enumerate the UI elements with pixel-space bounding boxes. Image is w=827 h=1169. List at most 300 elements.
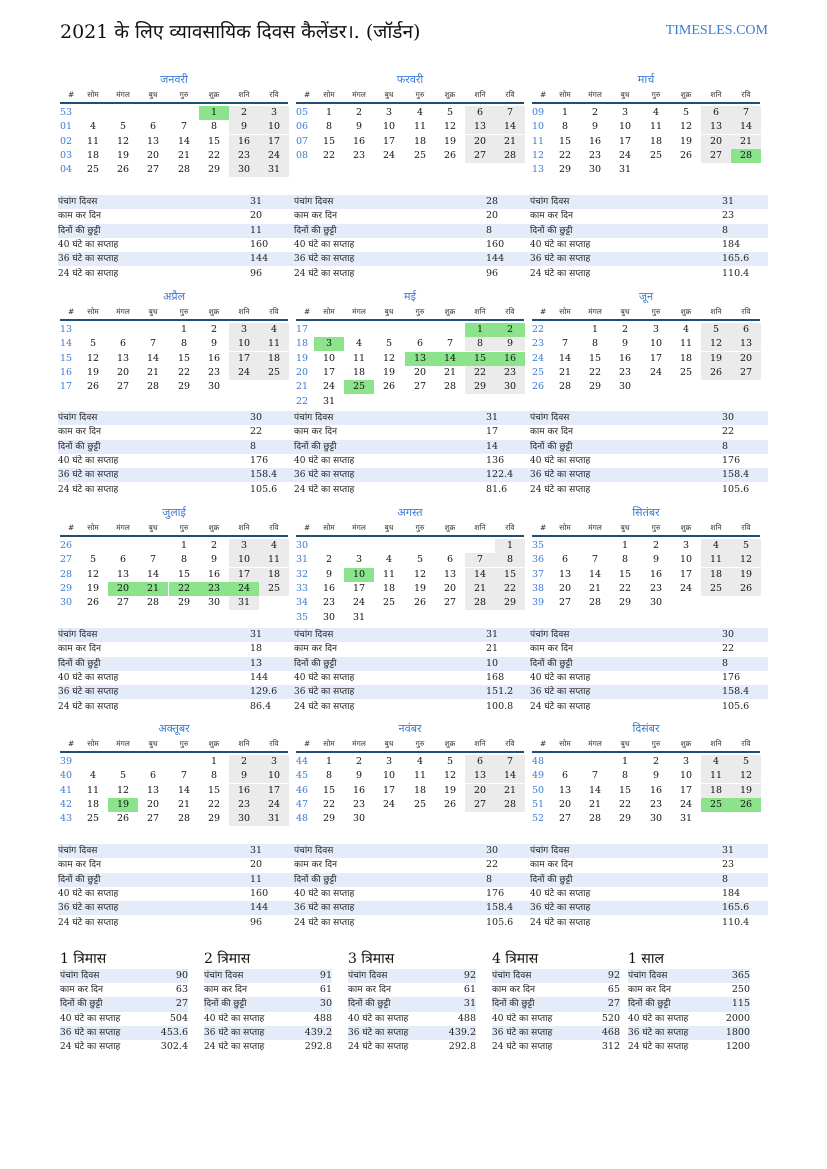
day-cell[interactable]: 23 [649, 582, 663, 594]
weekend-day[interactable]: 30 [495, 380, 525, 394]
day-cell[interactable]: 5 [119, 770, 127, 782]
day-cell[interactable]: 5 [446, 107, 454, 118]
day-cell[interactable]: 17 [679, 784, 693, 796]
weekend-day[interactable]: 16 [229, 135, 259, 149]
weekend-day[interactable]: 10 [259, 769, 289, 783]
day-cell[interactable]: 2 [621, 324, 629, 335]
day-cell[interactable]: 2 [652, 756, 660, 767]
day-cell[interactable]: 8 [180, 554, 188, 566]
day-cell[interactable]: 15 [618, 568, 632, 580]
day-cell[interactable]: 16 [207, 568, 221, 580]
day-cell[interactable]: 7 [180, 121, 188, 133]
day-cell[interactable]: 27 [146, 813, 160, 825]
day-cell[interactable]: 29 [588, 381, 602, 393]
day-cell[interactable]: 12 [413, 568, 427, 580]
day-cell[interactable]: 21 [443, 366, 457, 378]
day-cell[interactable]: 29 [558, 164, 572, 176]
weekend-day[interactable]: 5 [701, 323, 731, 337]
day-cell[interactable]: 8 [325, 121, 333, 133]
day-cell[interactable]: 20 [443, 582, 457, 594]
day-cell[interactable]: 18 [86, 149, 100, 161]
day-cell[interactable]: 7 [591, 770, 599, 782]
weekend-day[interactable]: 7 [495, 755, 525, 769]
day-cell[interactable]: 12 [86, 352, 100, 364]
day-cell[interactable]: 17 [352, 582, 366, 594]
day-cell[interactable]: 12 [116, 784, 130, 796]
day-cell[interactable]: 13 [443, 568, 457, 580]
day-cell[interactable]: 14 [177, 135, 191, 147]
day-cell[interactable]: 19 [443, 135, 457, 147]
weekend-day[interactable]: 25 [259, 582, 289, 596]
day-cell[interactable]: 13 [558, 784, 572, 796]
day-cell[interactable]: 31 [679, 813, 693, 825]
weekend-day[interactable]: 13 [465, 120, 495, 134]
weekend-day[interactable]: 3 [229, 539, 259, 553]
day-cell[interactable]: 18 [679, 352, 693, 364]
weekend-day[interactable]: 27 [701, 149, 731, 163]
holiday-day[interactable]: 15 [465, 352, 495, 366]
weekend-day[interactable]: 4 [701, 755, 731, 769]
day-cell[interactable]: 4 [89, 770, 97, 782]
day-cell[interactable]: 2 [355, 107, 363, 118]
day-cell[interactable]: 17 [322, 366, 336, 378]
weekend-day[interactable]: 4 [701, 539, 731, 553]
day-cell[interactable]: 3 [682, 540, 690, 551]
weekend-day[interactable]: 11 [259, 337, 289, 351]
day-cell[interactable]: 27 [146, 164, 160, 176]
day-cell[interactable]: 28 [146, 381, 160, 393]
holiday-day[interactable]: 25 [344, 380, 374, 394]
day-cell[interactable]: 29 [618, 597, 632, 609]
day-cell[interactable]: 8 [591, 338, 599, 350]
day-cell[interactable]: 16 [618, 352, 632, 364]
weekend-day[interactable]: 24 [259, 149, 289, 163]
day-cell[interactable]: 14 [177, 784, 191, 796]
day-cell[interactable]: 11 [382, 568, 396, 580]
weekend-day[interactable]: 19 [731, 568, 761, 582]
day-cell[interactable]: 26 [443, 798, 457, 810]
day-cell[interactable]: 23 [618, 366, 632, 378]
holiday-day[interactable]: 21 [138, 582, 168, 596]
day-cell[interactable]: 26 [116, 813, 130, 825]
day-cell[interactable]: 2 [591, 107, 599, 118]
day-cell[interactable]: 22 [322, 149, 336, 161]
day-cell[interactable]: 24 [679, 582, 693, 594]
weekend-day[interactable]: 24 [229, 366, 259, 380]
day-cell[interactable]: 25 [413, 149, 427, 161]
weekend-day[interactable]: 9 [495, 337, 525, 351]
day-cell[interactable]: 22 [618, 798, 632, 810]
day-cell[interactable]: 6 [416, 338, 424, 350]
weekend-day[interactable]: 31 [229, 596, 259, 610]
day-cell[interactable]: 22 [322, 798, 336, 810]
day-cell[interactable]: 16 [352, 135, 366, 147]
day-cell[interactable]: 24 [679, 798, 693, 810]
weekend-day[interactable]: 13 [465, 769, 495, 783]
day-cell[interactable]: 30 [618, 381, 632, 393]
weekend-day[interactable]: 6 [701, 106, 731, 120]
weekend-day[interactable]: 14 [495, 120, 525, 134]
weekend-day[interactable]: 22 [465, 366, 495, 380]
holiday-day[interactable]: 22 [169, 582, 199, 596]
day-cell[interactable]: 27 [558, 813, 572, 825]
day-cell[interactable]: 12 [86, 568, 100, 580]
day-cell[interactable]: 21 [588, 582, 602, 594]
weekend-day[interactable]: 22 [495, 582, 525, 596]
day-cell[interactable]: 10 [679, 554, 693, 566]
day-cell[interactable]: 1 [561, 107, 569, 118]
day-cell[interactable]: 1 [210, 756, 218, 767]
day-cell[interactable]: 12 [443, 121, 457, 133]
holiday-day[interactable]: 13 [405, 352, 435, 366]
day-cell[interactable]: 20 [558, 582, 572, 594]
day-cell[interactable]: 2 [652, 540, 660, 551]
day-cell[interactable]: 1 [325, 107, 333, 118]
day-cell[interactable]: 19 [382, 366, 396, 378]
day-cell[interactable]: 30 [207, 381, 221, 393]
day-cell[interactable]: 12 [382, 352, 396, 364]
day-cell[interactable]: 9 [621, 338, 629, 350]
day-cell[interactable]: 21 [558, 366, 572, 378]
day-cell[interactable]: 24 [649, 366, 663, 378]
day-cell[interactable]: 17 [679, 568, 693, 580]
day-cell[interactable]: 13 [558, 568, 572, 580]
day-cell[interactable]: 19 [679, 135, 693, 147]
day-cell[interactable]: 18 [649, 135, 663, 147]
day-cell[interactable]: 24 [352, 597, 366, 609]
day-cell[interactable]: 13 [116, 568, 130, 580]
day-cell[interactable]: 6 [119, 338, 127, 350]
weekend-day[interactable]: 14 [465, 568, 495, 582]
day-cell[interactable]: 10 [679, 770, 693, 782]
day-cell[interactable]: 15 [588, 352, 602, 364]
day-cell[interactable]: 4 [385, 554, 393, 566]
weekend-day[interactable]: 9 [229, 120, 259, 134]
weekend-day[interactable]: 11 [701, 553, 731, 567]
day-cell[interactable]: 21 [177, 149, 191, 161]
weekend-day[interactable]: 17 [259, 784, 289, 798]
day-cell[interactable]: 11 [413, 121, 427, 133]
day-cell[interactable]: 12 [116, 135, 130, 147]
day-cell[interactable]: 11 [86, 135, 100, 147]
day-cell[interactable]: 2 [210, 324, 218, 335]
day-cell[interactable]: 30 [649, 597, 663, 609]
weekend-day[interactable]: 17 [259, 135, 289, 149]
day-cell[interactable]: 23 [322, 597, 336, 609]
day-cell[interactable]: 28 [146, 597, 160, 609]
day-cell[interactable]: 27 [116, 381, 130, 393]
day-cell[interactable]: 20 [146, 149, 160, 161]
weekend-day[interactable]: 9 [229, 769, 259, 783]
day-cell[interactable]: 15 [322, 784, 336, 796]
day-cell[interactable]: 6 [149, 121, 157, 133]
weekend-day[interactable]: 6 [465, 106, 495, 120]
day-cell[interactable]: 9 [210, 554, 218, 566]
day-cell[interactable]: 4 [682, 324, 690, 335]
day-cell[interactable]: 11 [649, 121, 663, 133]
day-cell[interactable]: 6 [561, 770, 569, 782]
day-cell[interactable]: 9 [591, 121, 599, 133]
holiday-day[interactable]: 1 [199, 106, 229, 120]
weekend-day[interactable]: 14 [495, 769, 525, 783]
day-cell[interactable]: 16 [649, 568, 663, 580]
holiday-day[interactable]: 16 [495, 352, 525, 366]
day-cell[interactable]: 5 [416, 554, 424, 566]
weekend-day[interactable]: 7 [465, 553, 495, 567]
day-cell[interactable]: 23 [352, 149, 366, 161]
weekend-day[interactable]: 10 [229, 337, 259, 351]
weekend-day[interactable]: 10 [259, 120, 289, 134]
weekend-day[interactable]: 18 [701, 568, 731, 582]
day-cell[interactable]: 8 [180, 338, 188, 350]
weekend-day[interactable]: 13 [701, 120, 731, 134]
day-cell[interactable]: 8 [325, 770, 333, 782]
day-cell[interactable]: 25 [382, 597, 396, 609]
day-cell[interactable]: 18 [413, 135, 427, 147]
day-cell[interactable]: 29 [207, 164, 221, 176]
day-cell[interactable]: 9 [652, 554, 660, 566]
site-link[interactable]: TIMESLES.COM [665, 23, 768, 38]
day-cell[interactable]: 3 [652, 324, 660, 335]
day-cell[interactable]: 19 [86, 582, 100, 594]
day-cell[interactable]: 28 [588, 597, 602, 609]
day-cell[interactable]: 5 [446, 756, 454, 767]
day-cell[interactable]: 31 [352, 611, 366, 623]
weekend-day[interactable]: 24 [259, 798, 289, 812]
day-cell[interactable]: 6 [119, 554, 127, 566]
weekend-day[interactable]: 3 [259, 755, 289, 769]
day-cell[interactable]: 31 [322, 395, 336, 407]
day-cell[interactable]: 30 [352, 813, 366, 825]
day-cell[interactable]: 7 [561, 338, 569, 350]
day-cell[interactable]: 6 [561, 554, 569, 566]
holiday-day[interactable]: 25 [701, 798, 731, 812]
day-cell[interactable]: 13 [116, 352, 130, 364]
holiday-day[interactable]: 28 [731, 149, 761, 163]
weekend-day[interactable]: 30 [229, 163, 259, 177]
weekend-day[interactable]: 10 [229, 553, 259, 567]
day-cell[interactable]: 7 [180, 770, 188, 782]
day-cell[interactable]: 20 [116, 366, 130, 378]
day-cell[interactable]: 24 [618, 149, 632, 161]
day-cell[interactable]: 9 [325, 568, 333, 580]
day-cell[interactable]: 4 [355, 338, 363, 350]
day-cell[interactable]: 11 [413, 770, 427, 782]
day-cell[interactable]: 29 [177, 381, 191, 393]
day-cell[interactable]: 22 [558, 149, 572, 161]
day-cell[interactable]: 22 [177, 366, 191, 378]
weekend-day[interactable]: 20 [701, 135, 731, 149]
weekend-day[interactable]: 27 [465, 149, 495, 163]
weekend-day[interactable]: 2 [229, 755, 259, 769]
weekend-day[interactable]: 20 [465, 135, 495, 149]
day-cell[interactable]: 28 [443, 381, 457, 393]
day-cell[interactable]: 18 [86, 798, 100, 810]
day-cell[interactable]: 15 [618, 784, 632, 796]
day-cell[interactable]: 14 [146, 352, 160, 364]
weekend-day[interactable]: 18 [259, 568, 289, 582]
holiday-day[interactable]: 3 [314, 337, 344, 351]
weekend-day[interactable]: 31 [259, 812, 289, 826]
day-cell[interactable]: 2 [210, 540, 218, 551]
weekend-day[interactable]: 26 [701, 366, 731, 380]
day-cell[interactable]: 8 [210, 121, 218, 133]
day-cell[interactable]: 4 [652, 107, 660, 118]
weekend-day[interactable]: 16 [229, 784, 259, 798]
day-cell[interactable]: 10 [649, 338, 663, 350]
weekend-day[interactable]: 14 [731, 120, 761, 134]
day-cell[interactable]: 5 [89, 338, 97, 350]
day-cell[interactable]: 5 [385, 338, 393, 350]
day-cell[interactable]: 22 [207, 798, 221, 810]
day-cell[interactable]: 29 [618, 813, 632, 825]
day-cell[interactable]: 6 [149, 770, 157, 782]
day-cell[interactable]: 16 [207, 352, 221, 364]
weekend-day[interactable]: 18 [701, 784, 731, 798]
weekend-day[interactable]: 30 [229, 812, 259, 826]
weekend-day[interactable]: 12 [731, 553, 761, 567]
day-cell[interactable]: 24 [382, 149, 396, 161]
day-cell[interactable]: 2 [355, 756, 363, 767]
day-cell[interactable]: 23 [649, 798, 663, 810]
day-cell[interactable]: 14 [558, 352, 572, 364]
day-cell[interactable]: 27 [558, 597, 572, 609]
day-cell[interactable]: 15 [322, 135, 336, 147]
weekend-day[interactable]: 7 [495, 106, 525, 120]
day-cell[interactable]: 9 [210, 338, 218, 350]
day-cell[interactable]: 28 [177, 164, 191, 176]
holiday-day[interactable]: 20 [108, 582, 138, 596]
weekend-day[interactable]: 17 [229, 352, 259, 366]
day-cell[interactable]: 25 [86, 813, 100, 825]
holiday-day[interactable]: 14 [435, 352, 465, 366]
day-cell[interactable]: 29 [322, 813, 336, 825]
day-cell[interactable]: 30 [588, 164, 602, 176]
day-cell[interactable]: 1 [180, 324, 188, 335]
weekend-day[interactable]: 21 [731, 135, 761, 149]
day-cell[interactable]: 10 [322, 352, 336, 364]
holiday-day[interactable]: 2 [495, 323, 525, 337]
day-cell[interactable]: 26 [443, 149, 457, 161]
weekend-day[interactable]: 4 [259, 323, 289, 337]
holiday-day[interactable]: 26 [731, 798, 761, 812]
day-cell[interactable]: 15 [177, 352, 191, 364]
day-cell[interactable]: 26 [413, 597, 427, 609]
holiday-day[interactable]: 19 [108, 798, 138, 812]
day-cell[interactable]: 17 [649, 352, 663, 364]
day-cell[interactable]: 12 [443, 770, 457, 782]
day-cell[interactable]: 3 [621, 107, 629, 118]
weekend-day[interactable]: 25 [259, 366, 289, 380]
day-cell[interactable]: 22 [207, 149, 221, 161]
day-cell[interactable]: 13 [146, 784, 160, 796]
day-cell[interactable]: 2 [325, 554, 333, 566]
day-cell[interactable]: 5 [89, 554, 97, 566]
day-cell[interactable]: 31 [618, 164, 632, 176]
day-cell[interactable]: 9 [355, 121, 363, 133]
day-cell[interactable]: 18 [382, 582, 396, 594]
day-cell[interactable]: 26 [116, 164, 130, 176]
day-cell[interactable]: 15 [207, 135, 221, 147]
day-cell[interactable]: 10 [382, 770, 396, 782]
day-cell[interactable]: 9 [355, 770, 363, 782]
day-cell[interactable]: 15 [177, 568, 191, 580]
day-cell[interactable]: 9 [652, 770, 660, 782]
weekend-day[interactable]: 20 [731, 352, 761, 366]
day-cell[interactable]: 11 [679, 338, 693, 350]
day-cell[interactable]: 25 [413, 798, 427, 810]
day-cell[interactable]: 21 [588, 798, 602, 810]
weekend-day[interactable]: 20 [465, 784, 495, 798]
day-cell[interactable]: 28 [588, 813, 602, 825]
weekend-day[interactable]: 3 [259, 106, 289, 120]
weekend-day[interactable]: 17 [229, 568, 259, 582]
day-cell[interactable]: 16 [588, 135, 602, 147]
day-cell[interactable]: 15 [558, 135, 572, 147]
weekend-day[interactable]: 31 [259, 163, 289, 177]
day-cell[interactable]: 30 [322, 611, 336, 623]
day-cell[interactable]: 18 [413, 784, 427, 796]
holiday-day[interactable]: 10 [344, 568, 374, 582]
weekend-day[interactable]: 11 [259, 553, 289, 567]
weekend-day[interactable]: 6 [465, 755, 495, 769]
day-cell[interactable]: 14 [588, 568, 602, 580]
weekend-day[interactable]: 28 [495, 798, 525, 812]
day-cell[interactable]: 16 [322, 582, 336, 594]
day-cell[interactable]: 8 [621, 554, 629, 566]
day-cell[interactable]: 24 [382, 798, 396, 810]
day-cell[interactable]: 26 [382, 381, 396, 393]
day-cell[interactable]: 26 [86, 381, 100, 393]
day-cell[interactable]: 1 [621, 756, 629, 767]
day-cell[interactable]: 7 [149, 554, 157, 566]
day-cell[interactable]: 26 [86, 597, 100, 609]
weekend-day[interactable]: 26 [731, 582, 761, 596]
weekend-day[interactable]: 7 [731, 106, 761, 120]
day-cell[interactable]: 1 [621, 540, 629, 551]
day-cell[interactable]: 26 [679, 149, 693, 161]
day-cell[interactable]: 29 [207, 813, 221, 825]
day-cell[interactable]: 4 [416, 107, 424, 118]
weekend-day[interactable]: 28 [465, 596, 495, 610]
day-cell[interactable]: 30 [649, 813, 663, 825]
weekend-day[interactable]: 8 [495, 553, 525, 567]
weekend-day[interactable]: 13 [731, 337, 761, 351]
day-cell[interactable]: 17 [382, 784, 396, 796]
day-cell[interactable]: 29 [177, 597, 191, 609]
day-cell[interactable]: 4 [89, 121, 97, 133]
weekend-day[interactable]: 23 [495, 366, 525, 380]
weekend-day[interactable]: 21 [495, 135, 525, 149]
day-cell[interactable]: 3 [385, 756, 393, 767]
day-cell[interactable]: 17 [618, 135, 632, 147]
weekend-day[interactable]: 19 [701, 352, 731, 366]
day-cell[interactable]: 22 [588, 366, 602, 378]
day-cell[interactable]: 3 [385, 107, 393, 118]
weekend-day[interactable]: 21 [495, 784, 525, 798]
day-cell[interactable]: 19 [116, 149, 130, 161]
day-cell[interactable]: 24 [322, 381, 336, 393]
day-cell[interactable]: 23 [588, 149, 602, 161]
day-cell[interactable]: 25 [86, 164, 100, 176]
day-cell[interactable]: 11 [352, 352, 366, 364]
day-cell[interactable]: 17 [382, 135, 396, 147]
weekend-day[interactable]: 18 [259, 352, 289, 366]
weekend-day[interactable]: 6 [731, 323, 761, 337]
holiday-day[interactable]: 23 [199, 582, 229, 596]
day-cell[interactable]: 16 [649, 784, 663, 796]
day-cell[interactable]: 1 [325, 756, 333, 767]
